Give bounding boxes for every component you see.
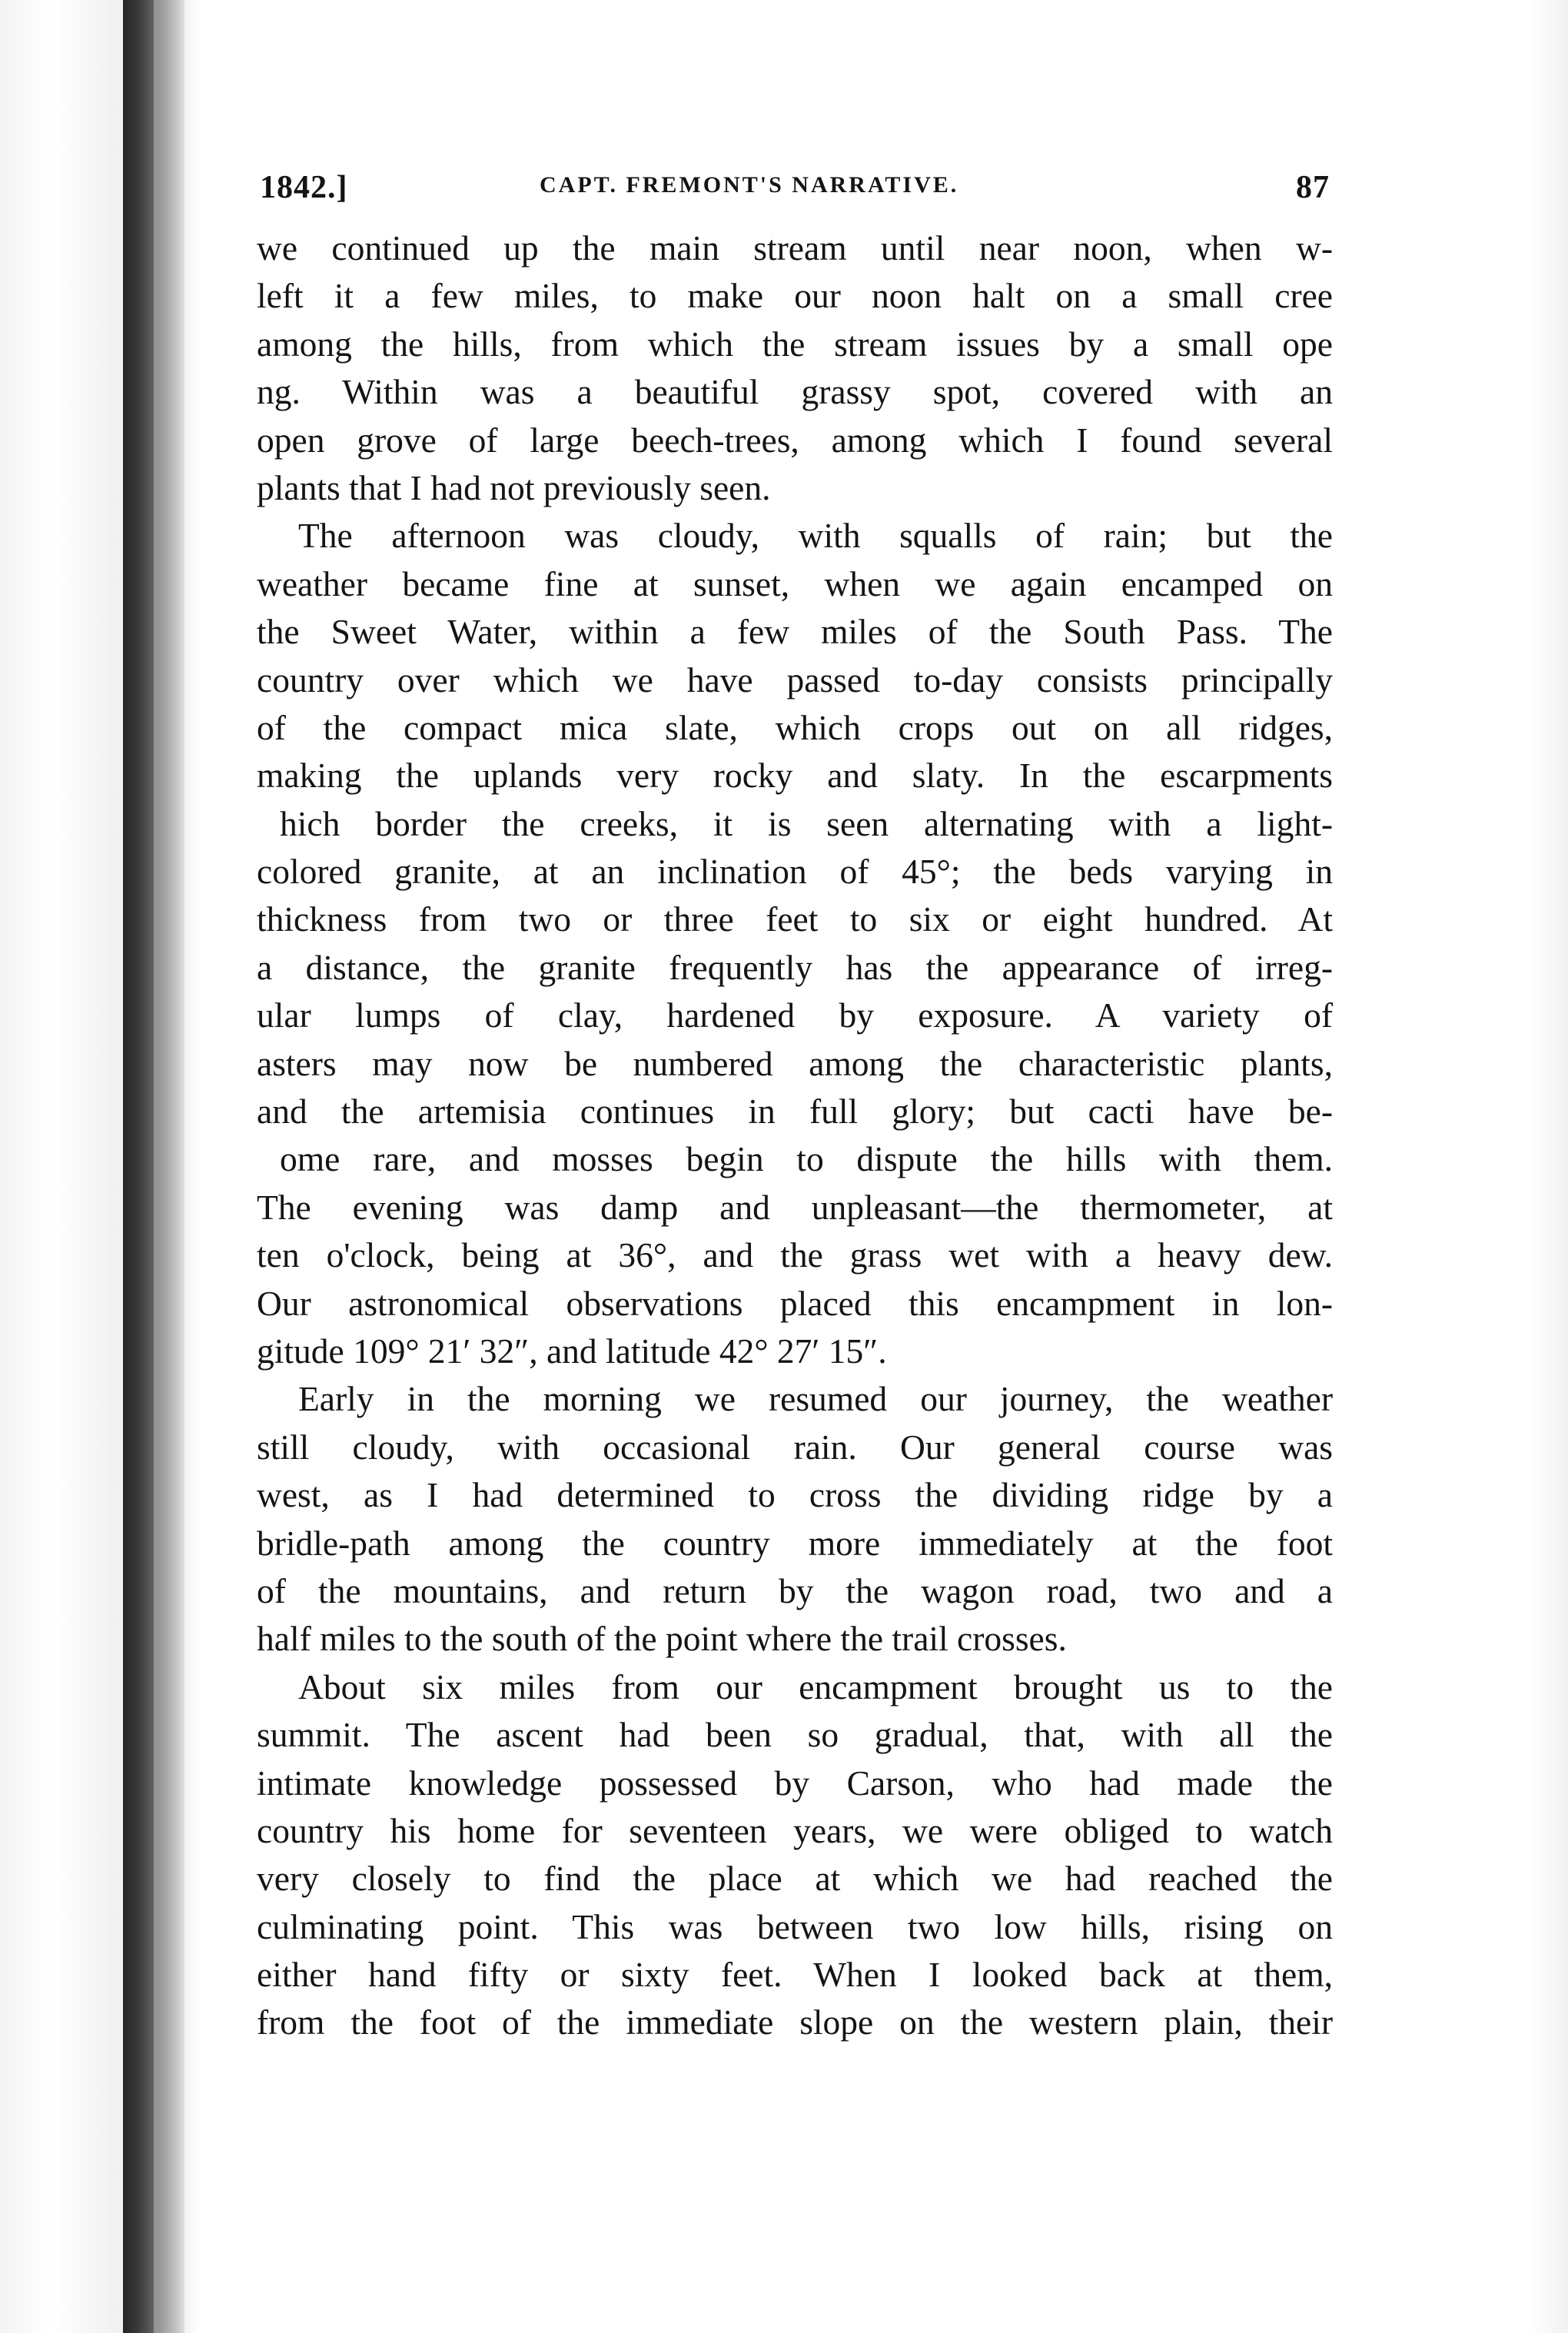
text-line: gitude 109° 21′ 32″, and latitude 42° 27′ 15″. <box>257 1331 887 1371</box>
text-line: ome rare, and mosses begin to dispute the hills with them. <box>280 1139 1333 1179</box>
page-number: 87 <box>1296 170 1330 205</box>
facing-page-fragment <box>0 0 123 2333</box>
text-line: of the compact mica slate, which crops out on all ridges, <box>257 707 1333 747</box>
text-line: The evening was damp and unpleasant—the thermometer, at <box>257 1187 1333 1227</box>
text-line: ten o'clock, being at 36°, and the grass wet with a heavy dew. <box>257 1235 1333 1275</box>
text-line: either hand fifty or sixty feet. When I looked back at them, <box>257 1955 1333 1995</box>
text-line: still cloudy, with occasional rain. Our general course was <box>257 1427 1333 1467</box>
text-line: Our astronomical observations placed this encampment in lon- <box>257 1283 1333 1323</box>
text-line: of the mountains, and return by the wagon road, two and a <box>257 1570 1333 1610</box>
text-line: About six miles from our encampment brought us to the <box>298 1667 1333 1707</box>
running-head-title: CAPT. FREMONT'S NARRATIVE. <box>540 172 959 198</box>
text-line: The afternoon was cloudy, with squalls of rain; but the <box>298 516 1333 556</box>
text-line: open grove of large beech-trees, among which I found several <box>257 420 1333 460</box>
text-line: Early in the morning we resumed our journey, the weather <box>298 1379 1333 1419</box>
text-line: hich border the creeks, it is seen alternating with a light- <box>280 803 1333 843</box>
text-line: we continued up the main stream until near noon, when w- <box>257 228 1333 268</box>
running-head-year: 1842.] <box>260 170 348 205</box>
text-line: west, as I had determined to cross the dividing ridge by a <box>257 1475 1333 1515</box>
running-head <box>257 169 1333 217</box>
book-page <box>257 169 1333 2047</box>
gutter-fade <box>154 0 200 2333</box>
text-line: bridle-path among the country more immediately at the foot <box>257 1523 1333 1563</box>
text-line: country over which we have passed to-day consists principally <box>257 660 1333 700</box>
text-line: from the foot of the immediate slope on the western plain, their <box>257 2002 1333 2042</box>
page-right-edge <box>1530 0 1568 2333</box>
text-line: country his home for seventeen years, we were obliged to watch <box>257 1810 1333 1850</box>
text-line: and the artemisia continues in full glory; but cacti have be- <box>257 1092 1333 1132</box>
text-line: ular lumps of clay, hardened by exposure. A variety of <box>257 995 1333 1035</box>
text-line: summit. The ascent had been so gradual, that, with all the <box>257 1715 1333 1755</box>
text-line: intimate knowledge possessed by Carson, who had made the <box>257 1763 1333 1803</box>
text-line: a distance, the granite frequently has the appearance of irreg- <box>257 947 1333 987</box>
text-line: making the uplands very rocky and slaty. In the escarpments <box>257 756 1333 796</box>
text-line: among the hills, from which the stream issues by a small ope <box>257 324 1333 364</box>
text-line: asters may now be numbered among the characteristic plants, <box>257 1043 1333 1083</box>
text-line: left it a few miles, to make our noon halt on a small cree <box>257 276 1333 316</box>
text-line: colored granite, at an inclination of 45°; the beds varying in <box>257 852 1333 892</box>
text-line: half miles to the south of the point where the trail crosses. <box>257 1619 1067 1659</box>
text-line: very closely to find the place at which we had reached the <box>257 1859 1333 1899</box>
text-line: culminating point. This was between two low hills, rising on <box>257 1906 1333 1946</box>
text-line: plants that I had not previously seen. <box>257 467 771 507</box>
text-line: thickness from two or three feet to six or eight hundred. At <box>257 899 1333 939</box>
text-line: ng. Within was a beautiful grassy spot, covered with an <box>257 372 1333 412</box>
text-line: the Sweet Water, within a few miles of the South Pass. The <box>257 612 1333 652</box>
body-text <box>257 224 1333 2047</box>
text-line: weather became fine at sunset, when we again encamped on <box>257 563 1333 603</box>
